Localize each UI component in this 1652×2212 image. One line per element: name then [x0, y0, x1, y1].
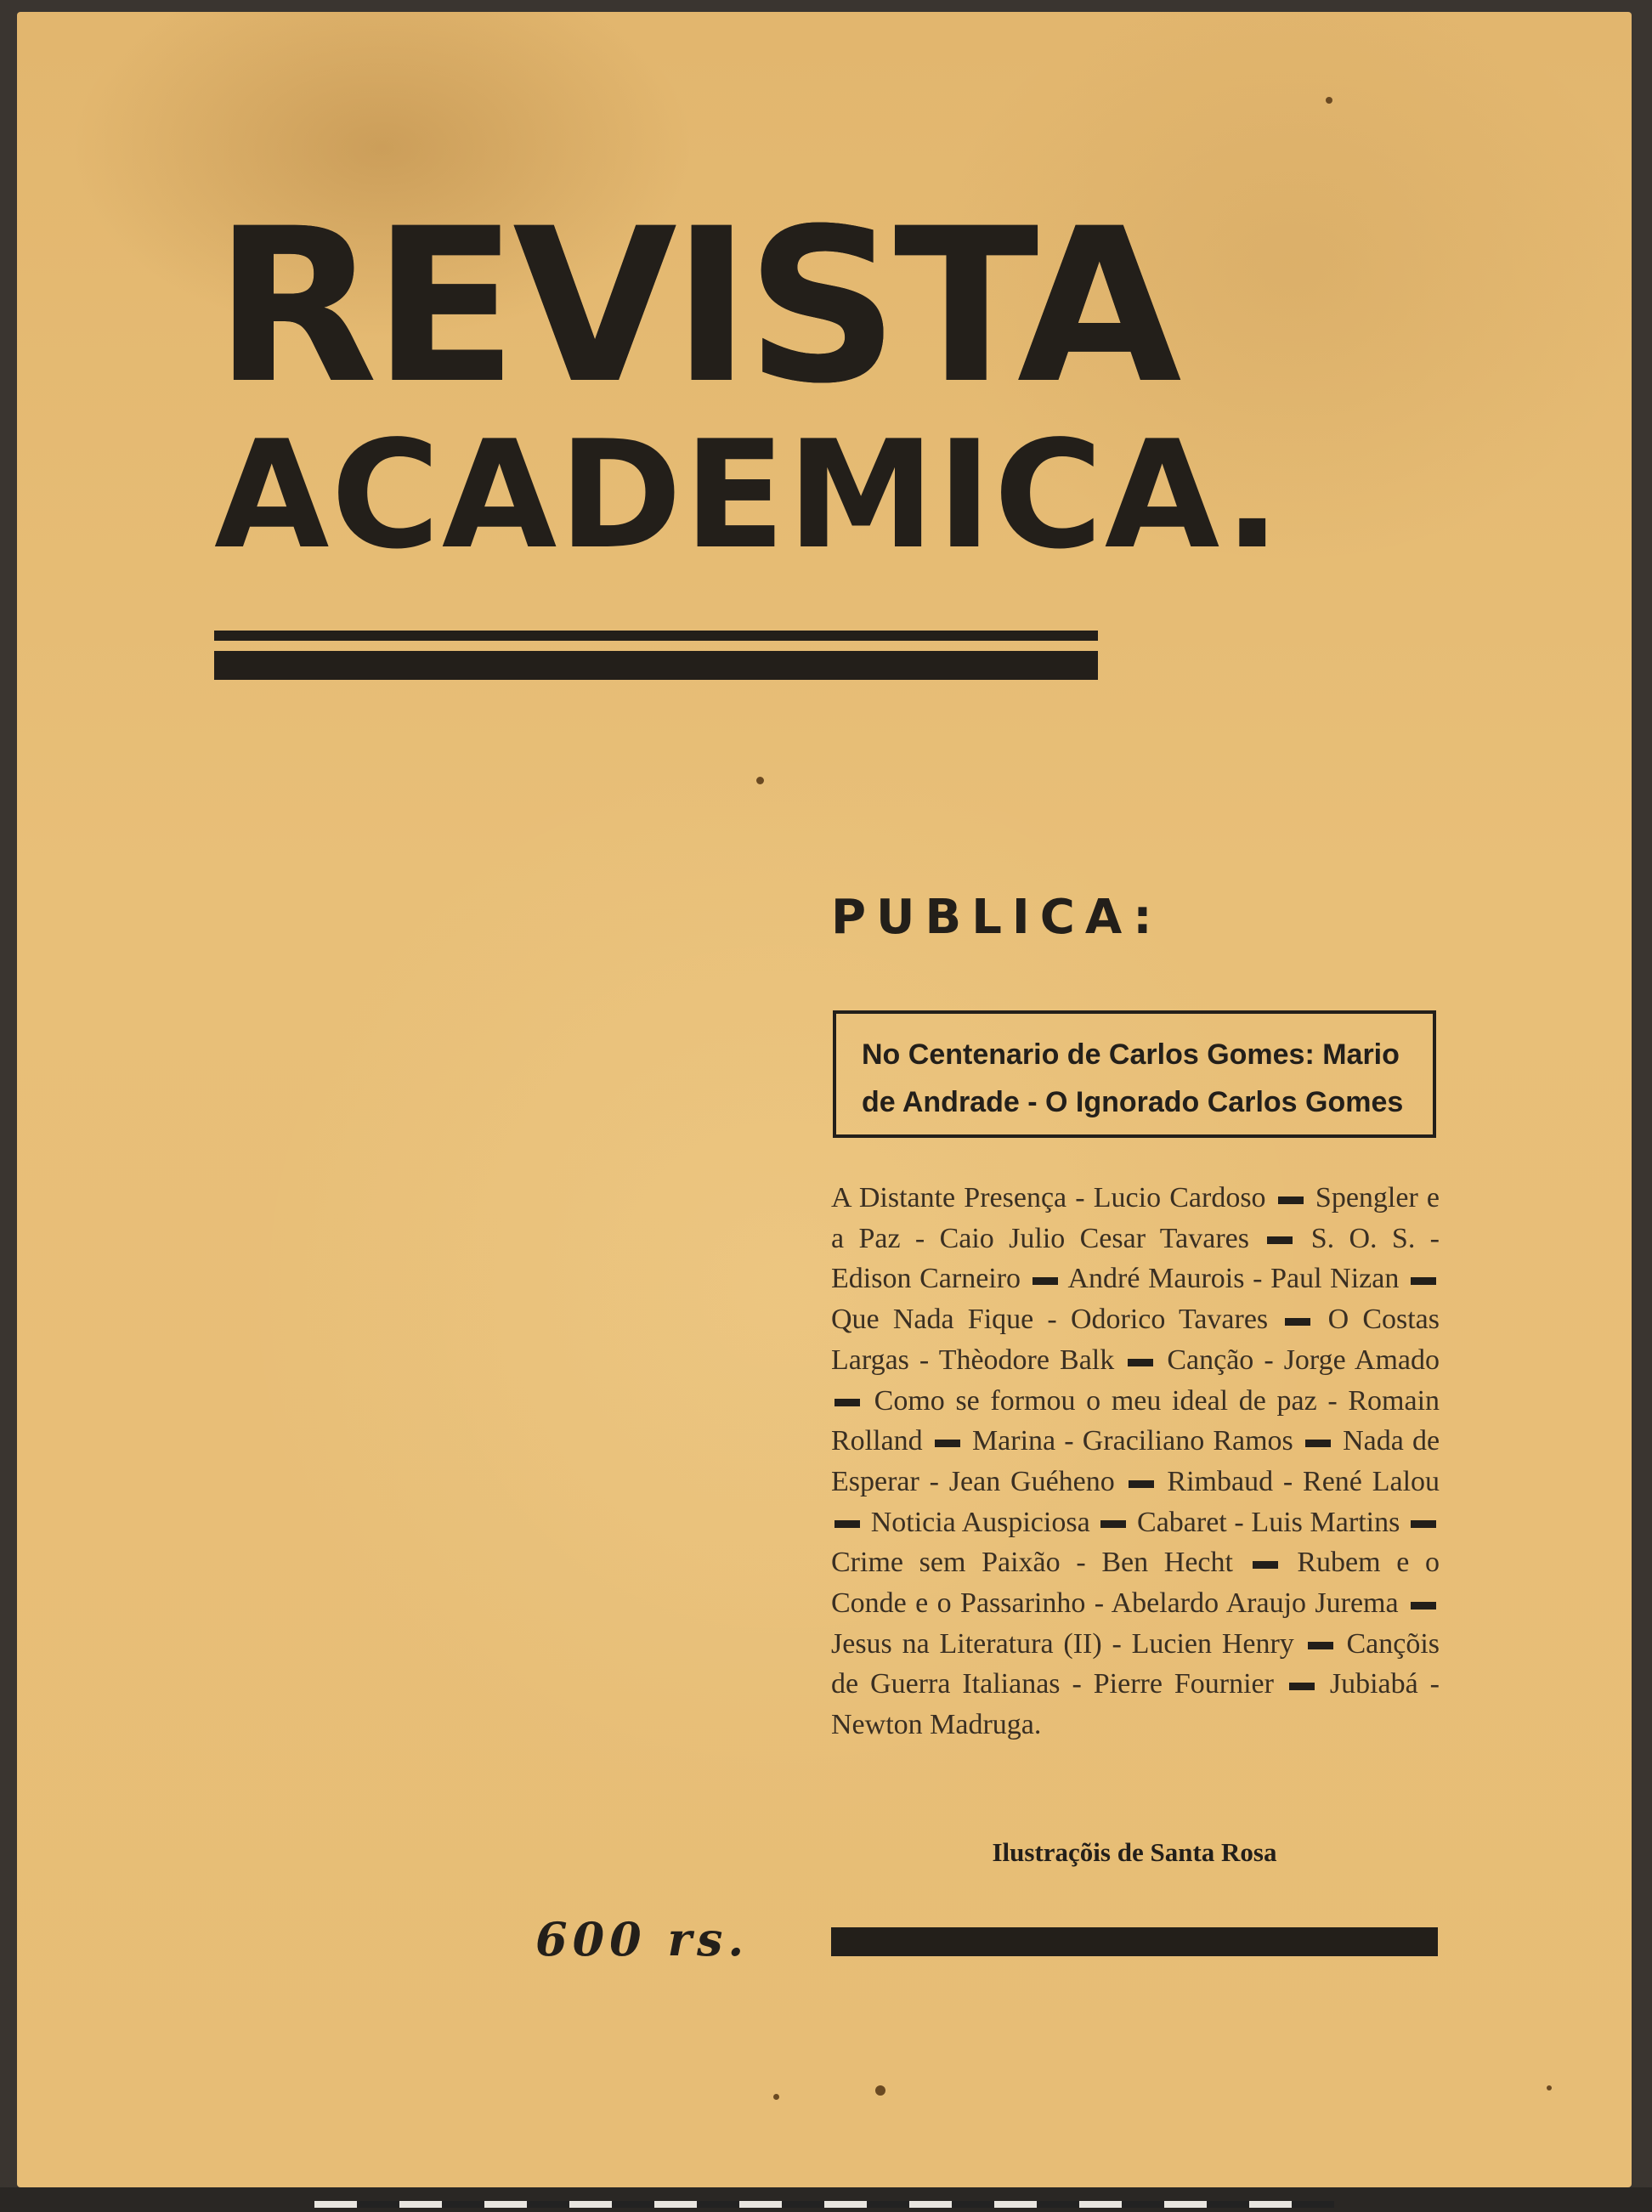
contents-entry: Marina - Graciliano Ramos — [971, 1425, 1293, 1457]
contents-entry: Como se formou o meu ideal de paz - Romain Rolland — [831, 1384, 1440, 1457]
contents-entry: S. O. S. - Edison Carneiro — [831, 1222, 1440, 1295]
masthead-title-revista: REVISTA — [214, 183, 1177, 430]
entry-separator-bar — [1411, 1520, 1436, 1528]
contents-entry: O Costas Largas - Thèodore Balk — [831, 1304, 1440, 1376]
entry-separator-bar — [1129, 1480, 1154, 1488]
contents-entry: Jubiabá - Newton Madruga. — [831, 1668, 1440, 1741]
featured-line-2: de Andrade - O Ignorado Carlos Gomes — [862, 1086, 1404, 1118]
masthead-underline-thin — [214, 631, 1098, 641]
contents-entry: Noticia Auspiciosa — [870, 1506, 1090, 1538]
paper-speck — [756, 777, 764, 784]
entry-separator-bar — [1267, 1236, 1293, 1244]
entry-separator-bar — [834, 1399, 860, 1406]
entry-separator-bar — [1278, 1197, 1304, 1204]
featured-article-box — [833, 1010, 1436, 1138]
entry-separator-bar — [1305, 1440, 1331, 1447]
entry-separator-bar — [935, 1440, 960, 1447]
contents-entry: Que Nada Fique - Odorico Tavares — [831, 1304, 1269, 1336]
magazine-cover — [17, 12, 1632, 2187]
contents-entry: Spengler e a Paz - Caio Julio Cesar Tavares — [831, 1182, 1440, 1254]
paper-speck — [875, 2085, 885, 2096]
entry-separator-bar — [1285, 1318, 1310, 1326]
contents-list — [831, 1178, 1440, 1745]
contents-entry: Cançõis de Guerra Italianas - Pierre Fournier — [831, 1627, 1440, 1700]
paper-speck — [1547, 2085, 1552, 2090]
entry-separator-bar — [1289, 1683, 1315, 1690]
contents-entry: Crime sem Paixão - Ben Hecht — [831, 1547, 1233, 1579]
contents-entry: A Distante Presença - Lucio Cardoso — [831, 1182, 1266, 1213]
entry-separator-bar — [1032, 1277, 1058, 1285]
entry-separator-bar — [1100, 1520, 1126, 1528]
entry-separator-bar — [834, 1520, 860, 1528]
contents-entry: Canção - Jorge Amado — [1167, 1344, 1440, 1376]
entry-separator-bar — [1128, 1359, 1153, 1366]
paper-speck — [773, 2094, 779, 2100]
featured-line-1: No Centenario de Carlos Gomes: Mario — [862, 1038, 1400, 1071]
contents-entry: André Maurois - Paul Nizan — [1067, 1263, 1400, 1295]
entry-separator-bar — [1308, 1642, 1333, 1649]
paper-speck — [1326, 97, 1332, 104]
contents-entry: Jesus na Literatura (II) - Lucien Henry — [831, 1627, 1294, 1660]
scan-border — [0, 2187, 1652, 2212]
contents-entry: Nada de Esperar - Jean Guéheno — [831, 1425, 1440, 1497]
price-label: 600 rs. — [535, 1912, 750, 1966]
masthead — [214, 183, 1282, 582]
masthead-title-academica: ACADEMICA. — [214, 410, 1282, 582]
illustrations-credit: Ilustraçõis de Santa Rosa — [992, 1837, 1277, 1867]
entry-separator-bar — [1411, 1277, 1436, 1285]
contents-entry: Cabaret - Luis Martins — [1137, 1506, 1400, 1538]
color-calibration-ruler — [314, 2201, 1334, 2208]
publica-heading: PUBLICA: — [831, 890, 1163, 945]
entry-separator-bar — [1253, 1561, 1278, 1569]
contents-entry: Rimbaud - René Lalou — [1167, 1465, 1440, 1497]
entry-separator-bar — [1411, 1602, 1436, 1609]
masthead-underline-thick — [214, 651, 1098, 680]
contents-entry: Rubem e o Conde e o Passarinho - Abelardo Araujo Jurema — [831, 1547, 1440, 1620]
price-bar — [831, 1927, 1438, 1956]
